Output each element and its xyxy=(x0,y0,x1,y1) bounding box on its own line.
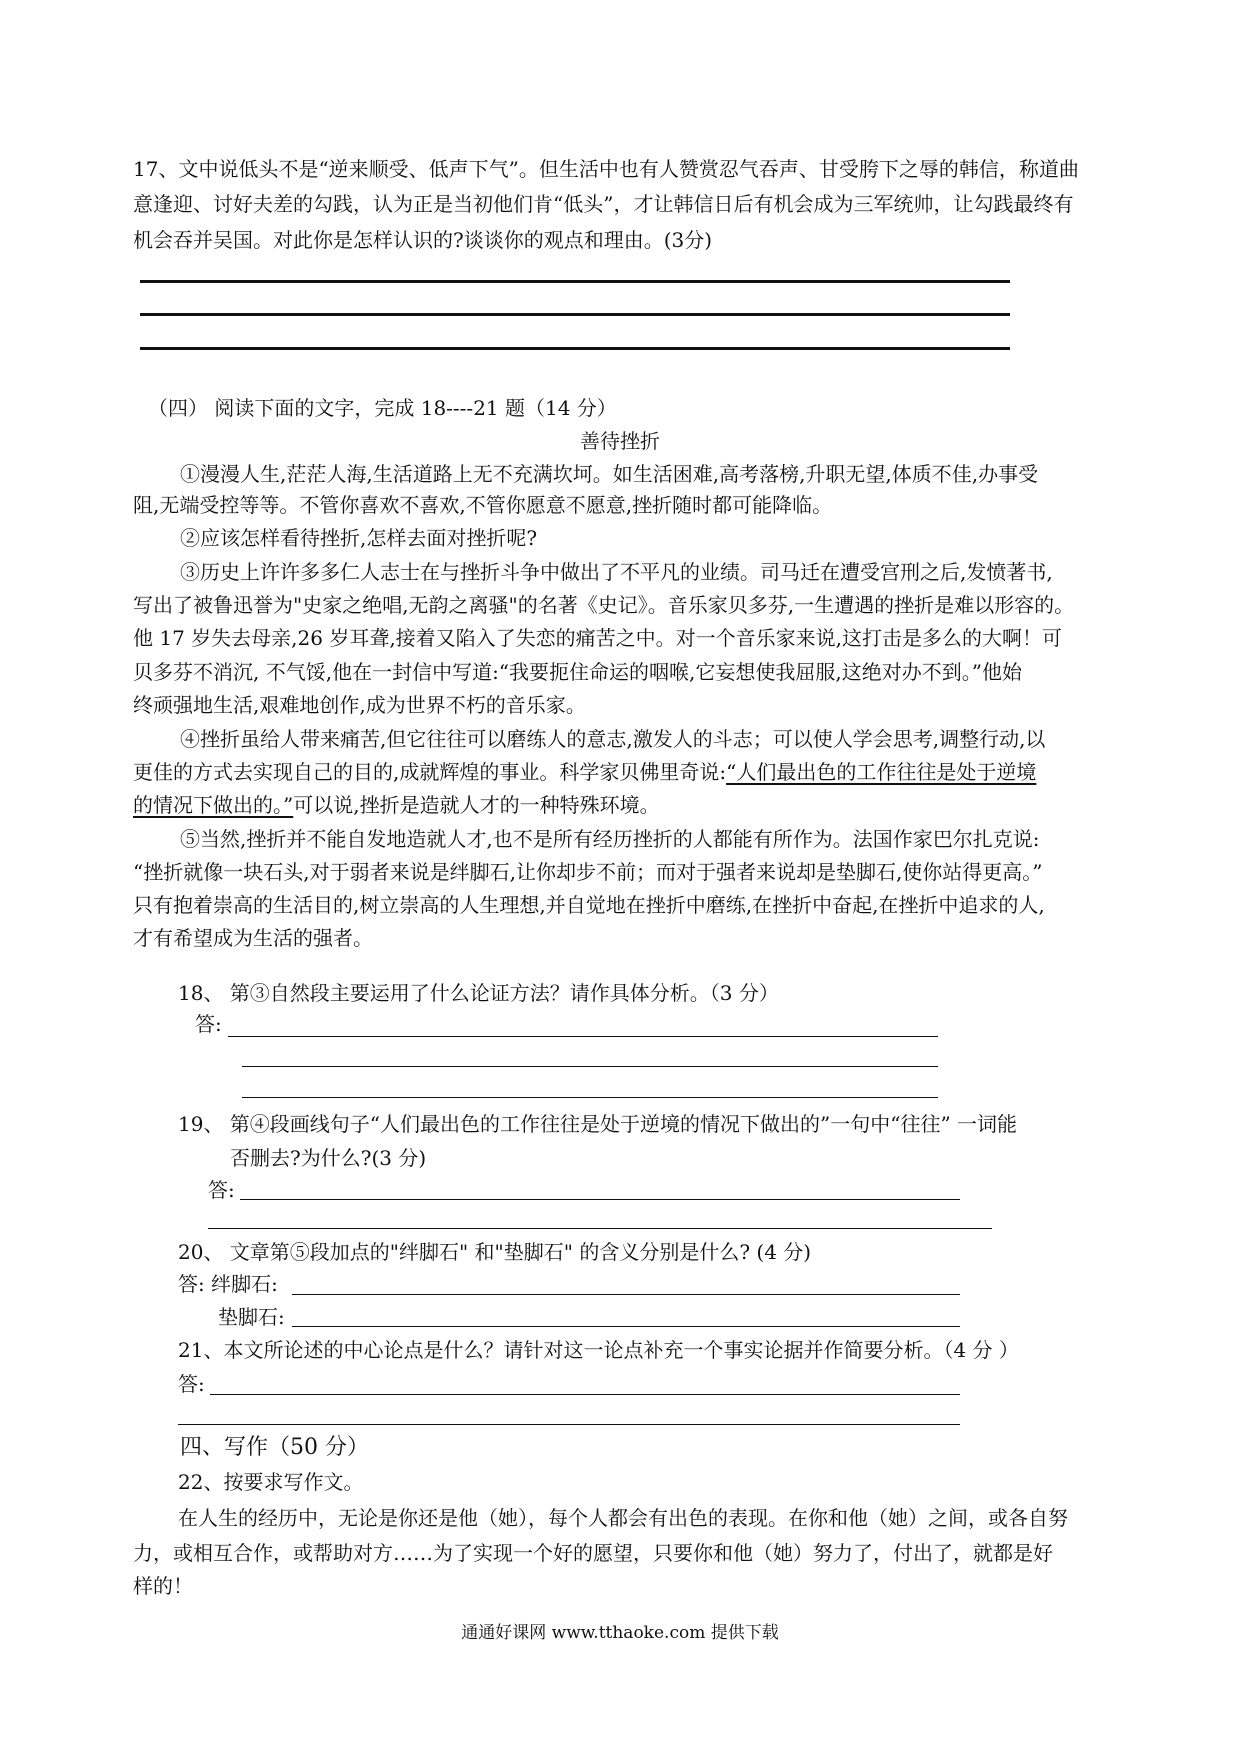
q21-answer-line[interactable] xyxy=(210,1394,960,1395)
paragraph-1-line-2: 阻,无端受控等等。不管你喜欢不喜欢,不管你愿意不愿意,挫折随时都可能降临。 xyxy=(133,493,833,517)
paragraph-5-line-4: 才有希望成为生活的强者。 xyxy=(133,926,373,950)
paragraph-5-line-2: “挫折就像一块石头,对于弱者来说是绊脚石,让你却步不前；而对于强者来说却是垫脚石,使你站得更高。” xyxy=(133,860,1043,884)
answer-line xyxy=(140,313,1010,316)
paragraph-2: ②应该怎样看待挫折,怎样去面对挫折呢? xyxy=(180,526,538,550)
underlined-sentence-end: 的情况下做出的。” xyxy=(133,793,294,817)
q18-answer-label: 答: xyxy=(195,1012,222,1036)
q22-text: 22、按要求写作文。 xyxy=(178,1470,364,1494)
underlined-sentence: “人们最出色的工作往往是处于逆境 xyxy=(726,760,1037,784)
answer-line xyxy=(140,280,1010,283)
q20-answer-line[interactable] xyxy=(292,1326,960,1327)
paragraph-4-line-1: ④挫折虽给人带来痛苦,但它往往可以磨练人的意志,激发人的斗志；可以使人学会思考,调整行动,以 xyxy=(180,727,1046,751)
passage-title: 善待挫折 xyxy=(580,429,660,453)
paragraph-3-line-1: ③历史上许许多多仁人志士在与挫折斗争中做出了不平凡的业绩。司马迁在遭受宫刑之后,发愤著书, xyxy=(180,560,1053,584)
writing-prompt-line-3: 样的！ xyxy=(133,1574,193,1598)
writing-prompt-line-2: 力，或相互合作，或帮助对方……为了实现一个好的愿望，只要你和他（她）努力了，付出了，就都是好 xyxy=(133,1541,1053,1565)
answer-line xyxy=(140,347,1010,350)
paragraph-3-line-2: 写出了被鲁迅誉为"史家之绝唱,无韵之离骚"的名著《史记》。音乐家贝多芬,一生遭遇的挫折是难以形容的。 xyxy=(133,593,1075,617)
paragraph-3-line-4: 贝多芬不消沉, 不气馁,他在一封信中写道:“我要扼住命运的咽喉,它妄想使我屈服,这绝对办不到。”他始 xyxy=(133,660,1022,684)
paragraph-4-line-2-text: 更佳的方式去实现自己的目的,成就辉煌的事业。科学家贝佛里奇说: xyxy=(133,760,727,784)
q21-text: 21、本文所论述的中心论点是什么？请针对这一论点补充一个事实论据并作简要分析。（4 分 ） xyxy=(178,1338,1019,1362)
section-heading: （四） 阅读下面的文字，完成 18----21 题（14 分） xyxy=(148,396,617,420)
q19-line-2: 否删去?为什么?(3 分) xyxy=(230,1146,427,1170)
q18-text: 18、 第③自然段主要运用了什么论证方法？请作具体分析。（3 分） xyxy=(178,981,779,1005)
q17-line-2: 意逢迎、讨好夫差的勾践，认为正是当初他们肯“低头”，才让韩信日后有机会成为三军统帅，让勾践最终有 xyxy=(133,192,1074,216)
paragraph-4-line-2 xyxy=(133,756,1036,788)
paragraph-3-line-3: 他 17 岁失去母亲,26 岁耳聋,接着又陷入了失恋的痛苦之中。对一个音乐家来说,这打击是多么的大啊！可 xyxy=(133,626,1063,650)
q20-text: 20、 文章第⑤段加点的"绊脚石" 和"垫脚石" 的含义分别是什么? (4 分) xyxy=(178,1240,812,1264)
paragraph-4-line-3-text: 可以说,挫折是造就人才的一种特殊环境。 xyxy=(293,793,660,817)
paragraph-1-line-1: ①漫漫人生,茫茫人海,生活道路上无不充满坎坷。如生活困难,高考落榜,升职无望,体质不佳,办事受 xyxy=(180,462,1039,486)
q19-answer-line[interactable] xyxy=(208,1228,992,1229)
writing-heading: 四、写作（50 分） xyxy=(180,1435,369,1460)
paragraph-3-line-5: 终顽强地生活,艰难地创作,成为世界不朽的音乐家。 xyxy=(133,693,586,717)
q20-answer-line[interactable] xyxy=(292,1294,960,1295)
q17-line-3: 机会吞并吴国。对此你是怎样认识的?谈谈你的观点和理由。(3分) xyxy=(133,228,713,252)
q21-answer-label: 答: xyxy=(178,1372,205,1396)
q18-answer-line[interactable] xyxy=(228,1036,938,1037)
q20-answer-2-label: 垫脚石: xyxy=(218,1305,285,1329)
q19-answer-label: 答: xyxy=(208,1178,235,1202)
q19-line-1: 19、 第④段画线句子“人们最出色的工作往往是处于逆境的情况下做出的”一句中“往往” 一词能 xyxy=(178,1112,1018,1136)
q20-answer-1-label: 答: 绊脚石: xyxy=(178,1272,278,1296)
q18-answer-line[interactable] xyxy=(242,1066,938,1067)
writing-prompt-line-1: 在人生的经历中，无论是你还是他（她），每个人都会有出色的表现。在你和他（她）之间，或各自努 xyxy=(178,1506,1068,1530)
paragraph-5-line-3: 只有抱着崇高的生活目的,树立崇高的人生理想,并自觉地在挫折中磨练,在挫折中奋起,在挫折中追求的人, xyxy=(133,893,1045,917)
q21-answer-line[interactable] xyxy=(178,1424,960,1425)
q19-answer-line[interactable] xyxy=(240,1199,960,1200)
page-footer: 通通好课网 www.tthaoke.com 提供下载 xyxy=(461,1623,779,1643)
q17-line-1: 17、文中说低头不是“逆来顺受、低声下气”。但生活中也有人赞赏忍气吞声、甘受胯下之辱的韩信，称道曲 xyxy=(133,157,1079,181)
paragraph-5-line-1: ⑤当然,挫折并不能自发地造就人才,也不是所有经历挫折的人都能有所作为。法国作家巴尔扎克说: xyxy=(180,827,1040,851)
paragraph-4-line-3 xyxy=(133,789,660,821)
q18-answer-line[interactable] xyxy=(242,1097,938,1098)
